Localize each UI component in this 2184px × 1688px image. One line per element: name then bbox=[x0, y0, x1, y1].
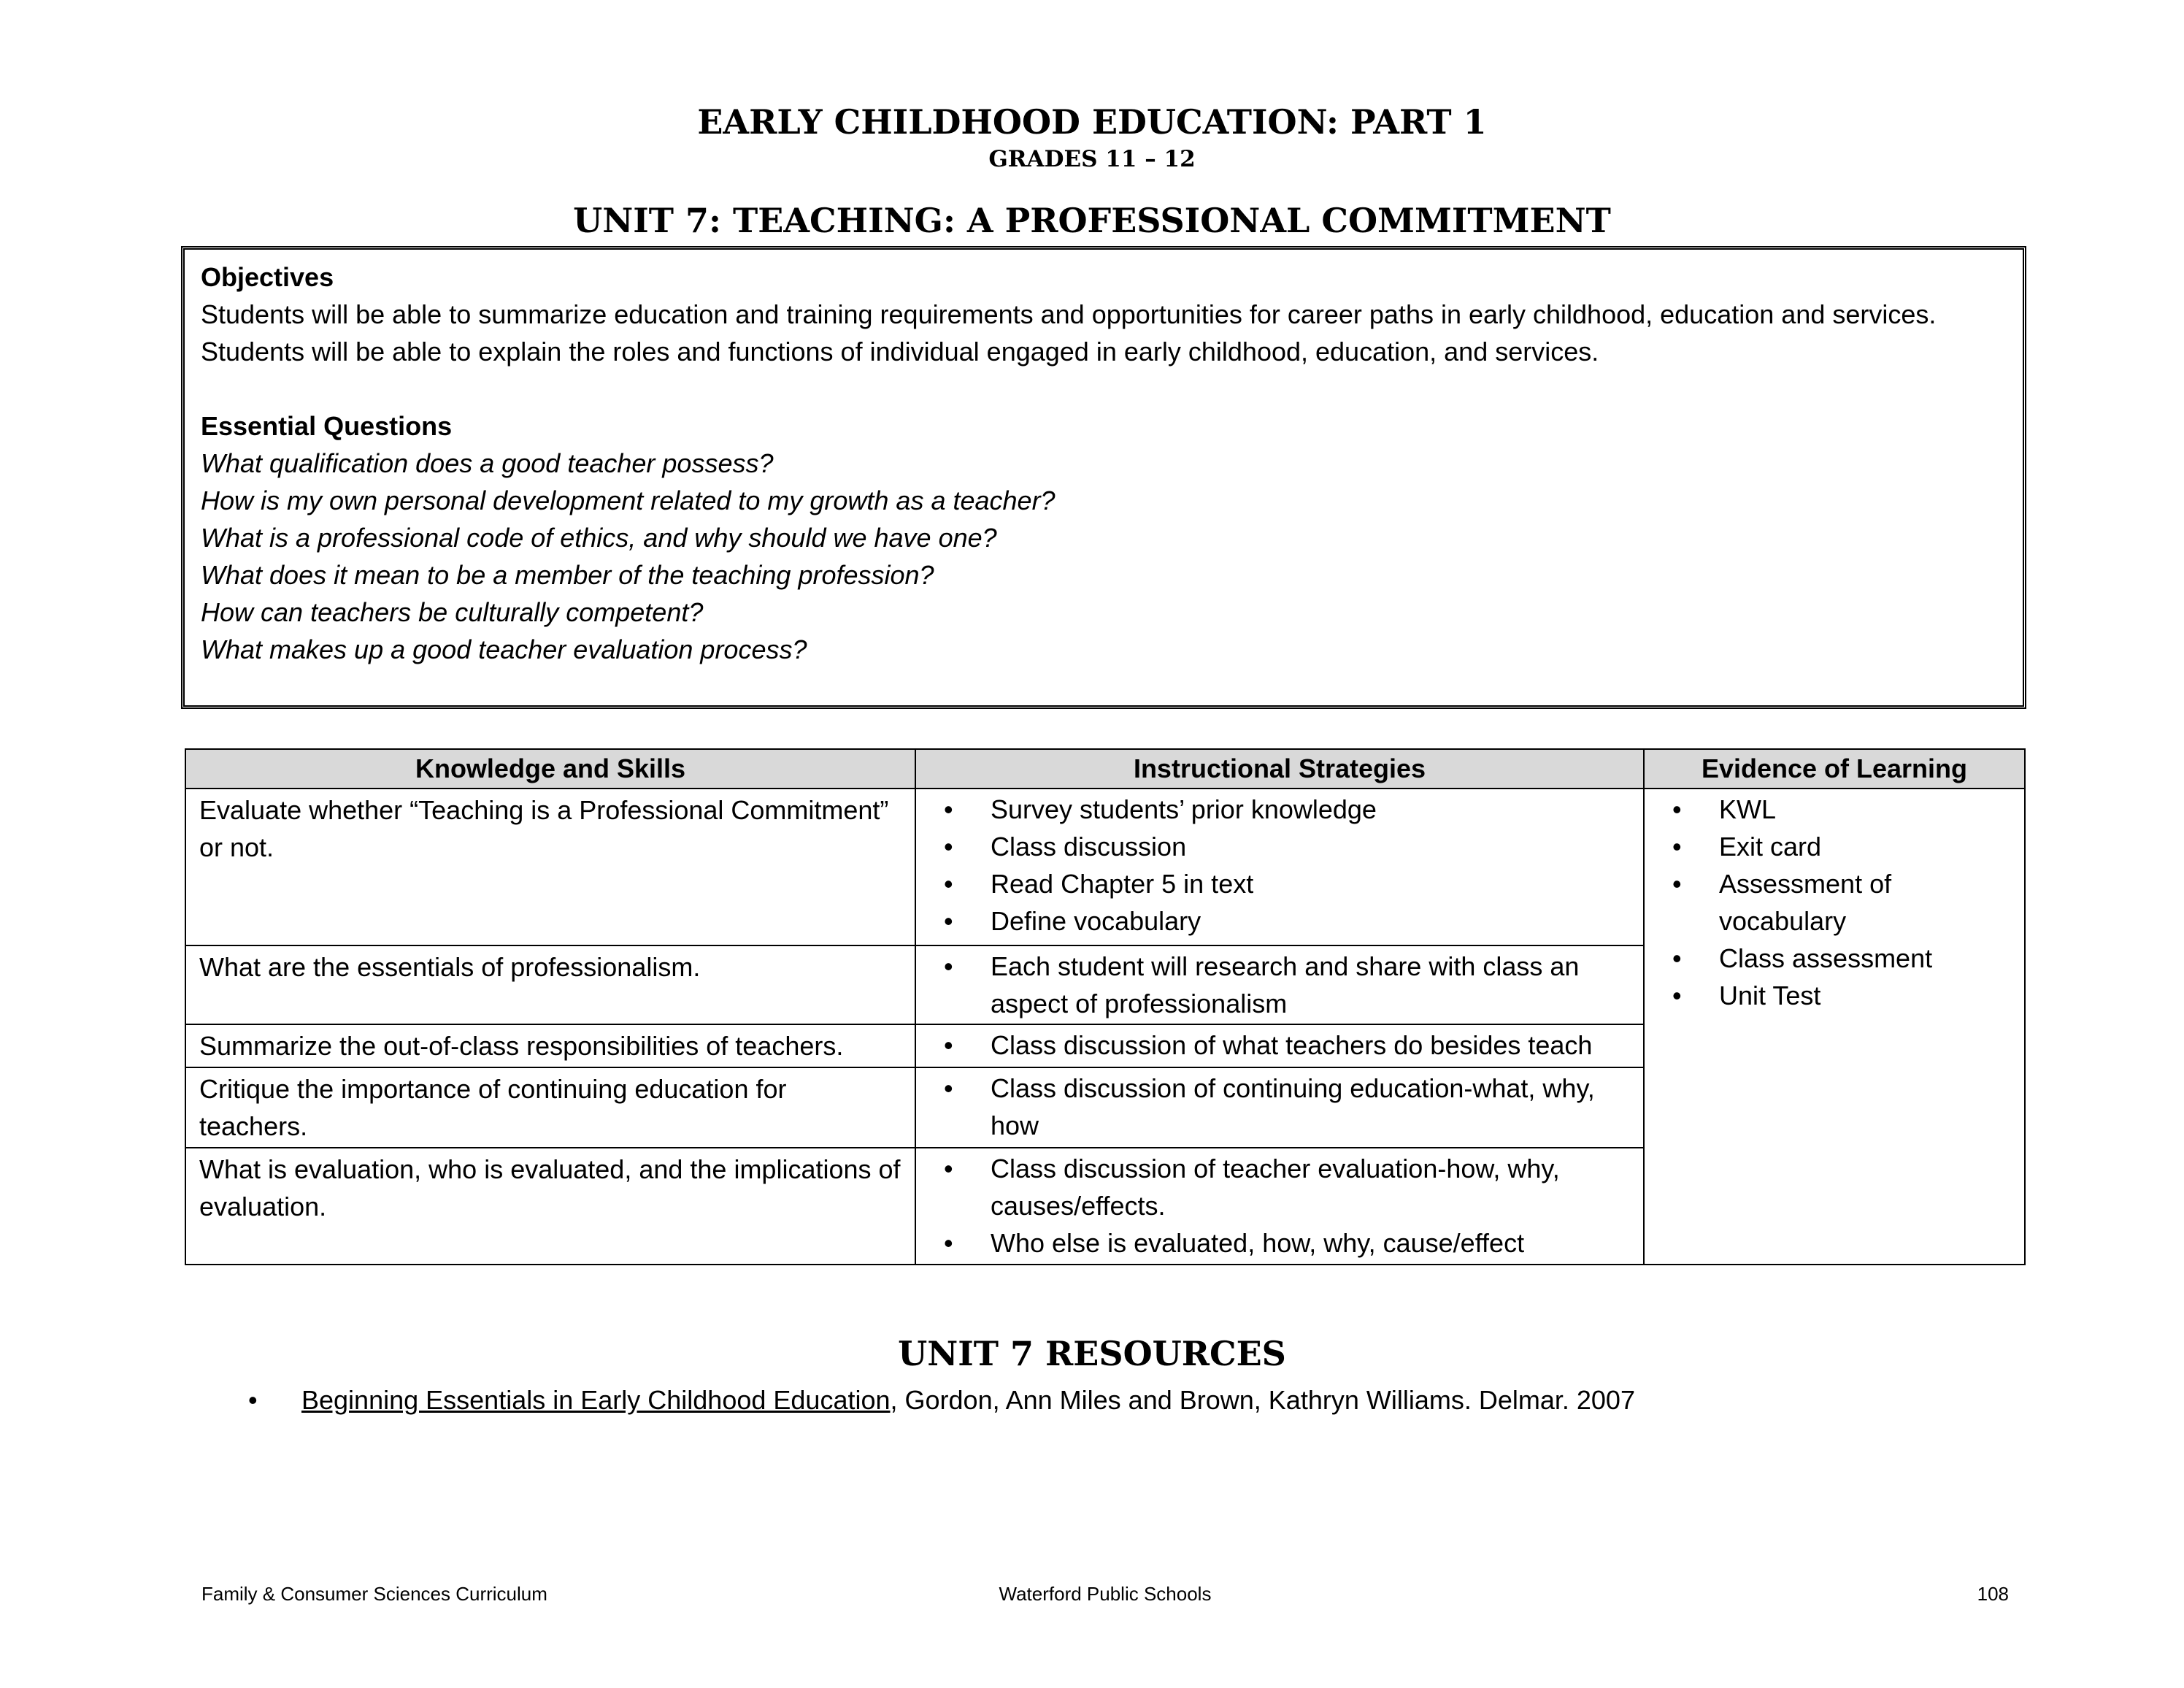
table-header-row bbox=[185, 749, 2025, 789]
strategy-item: • Class discussion of continuing education-what, why, how bbox=[938, 1070, 1630, 1144]
strategy-item: • Survey students’ prior knowledge bbox=[938, 791, 1630, 828]
strategy-item: • Read Chapter 5 in text bbox=[938, 865, 1630, 902]
column-header-knowledge: Knowledge and Skills bbox=[185, 749, 915, 789]
evidence-item: • Exit card bbox=[1666, 828, 2011, 865]
footer-left: Family & Consumer Sciences Curriculum bbox=[201, 1583, 547, 1605]
strategies-cell bbox=[915, 789, 1644, 945]
essential-question: What does it mean to be a member of the teaching profession? bbox=[201, 560, 934, 590]
evidence-cell bbox=[1644, 789, 2025, 1265]
resource-details: , Gordon, Ann Miles and Brown, Kathryn Williams. Delmar. 2007 bbox=[890, 1385, 1635, 1415]
resource-text bbox=[301, 1381, 1635, 1419]
knowledge-cell: Critique the importance of continuing education for teachers. bbox=[185, 1067, 915, 1148]
strategy-item: • Define vocabulary bbox=[938, 902, 1630, 940]
knowledge-skills-table bbox=[185, 748, 2026, 1265]
column-header-strategies: Instructional Strategies bbox=[915, 749, 1644, 789]
strategies-cell bbox=[915, 945, 1644, 1024]
evidence-item: • KWL bbox=[1666, 791, 2011, 828]
evidence-item: • Assessment of vocabulary bbox=[1666, 865, 2011, 940]
page-number: 108 bbox=[1977, 1583, 2009, 1605]
essential-questions-heading: Essential Questions bbox=[201, 411, 453, 441]
bullet-icon: • bbox=[248, 1385, 258, 1415]
footer-center: Waterford Public Schools bbox=[999, 1583, 1212, 1605]
course-title: EARLY CHILDHOOD EDUCATION: PART 1 bbox=[697, 102, 1487, 142]
essential-question: What is a professional code of ethics, and why should we have one? bbox=[201, 523, 997, 553]
objective-item: Students will be able to summarize education and training requirements and opportunities for career paths in early childhood, education and services. bbox=[201, 299, 1937, 329]
strategies-cell bbox=[915, 1024, 1644, 1067]
essential-question: What qualification does a good teacher possess? bbox=[201, 448, 774, 478]
strategy-item: • Class discussion bbox=[938, 828, 1630, 865]
strategy-item: • Class discussion of what teachers do besides teach bbox=[938, 1027, 1630, 1064]
knowledge-cell: What are the essentials of professionalism. bbox=[185, 945, 915, 1024]
spacer bbox=[201, 370, 2007, 407]
resources-heading: UNIT 7 RESOURCES bbox=[898, 1334, 1286, 1373]
evidence-item: • Class assessment bbox=[1666, 940, 2011, 977]
essential-question: How can teachers be culturally competent? bbox=[201, 597, 704, 627]
objective-item: Students will be able to explain the roles and functions of individual engaged in early childhood, education, and services. bbox=[201, 337, 1599, 367]
essential-question: What makes up a good teacher evaluation process? bbox=[201, 634, 807, 664]
objectives-heading: Objectives bbox=[201, 262, 334, 292]
strategies-cell bbox=[915, 1067, 1644, 1148]
strategies-cell bbox=[915, 1148, 1644, 1265]
knowledge-cell: Evaluate whether “Teaching is a Professional Commitment” or not. bbox=[185, 789, 915, 945]
strategy-item: • Who else is evaluated, how, why, cause/effect bbox=[938, 1224, 1630, 1262]
table-row bbox=[185, 789, 2025, 945]
column-header-evidence: Evidence of Learning bbox=[1644, 749, 2025, 789]
evidence-item: • Unit Test bbox=[1666, 977, 2011, 1014]
grades-subtitle: GRADES 11 – 12 bbox=[988, 146, 1196, 172]
knowledge-cell: Summarize the out-of-class responsibilities of teachers. bbox=[185, 1024, 915, 1067]
essential-question: How is my own personal development related to my growth as a teacher? bbox=[201, 486, 1056, 515]
objectives-box bbox=[181, 246, 2026, 709]
unit-title: UNIT 7: TEACHING: A PROFESSIONAL COMMITMENT bbox=[573, 201, 1611, 240]
resource-book-title: Beginning Essentials in Early Childhood Education bbox=[301, 1385, 891, 1415]
strategy-item: • Each student will research and share with class an aspect of professionalism bbox=[938, 948, 1630, 1022]
knowledge-cell: What is evaluation, who is evaluated, and the implications of evaluation. bbox=[185, 1148, 915, 1265]
strategy-item: • Class discussion of teacher evaluation-how, why, causes/effects. bbox=[938, 1150, 1630, 1224]
